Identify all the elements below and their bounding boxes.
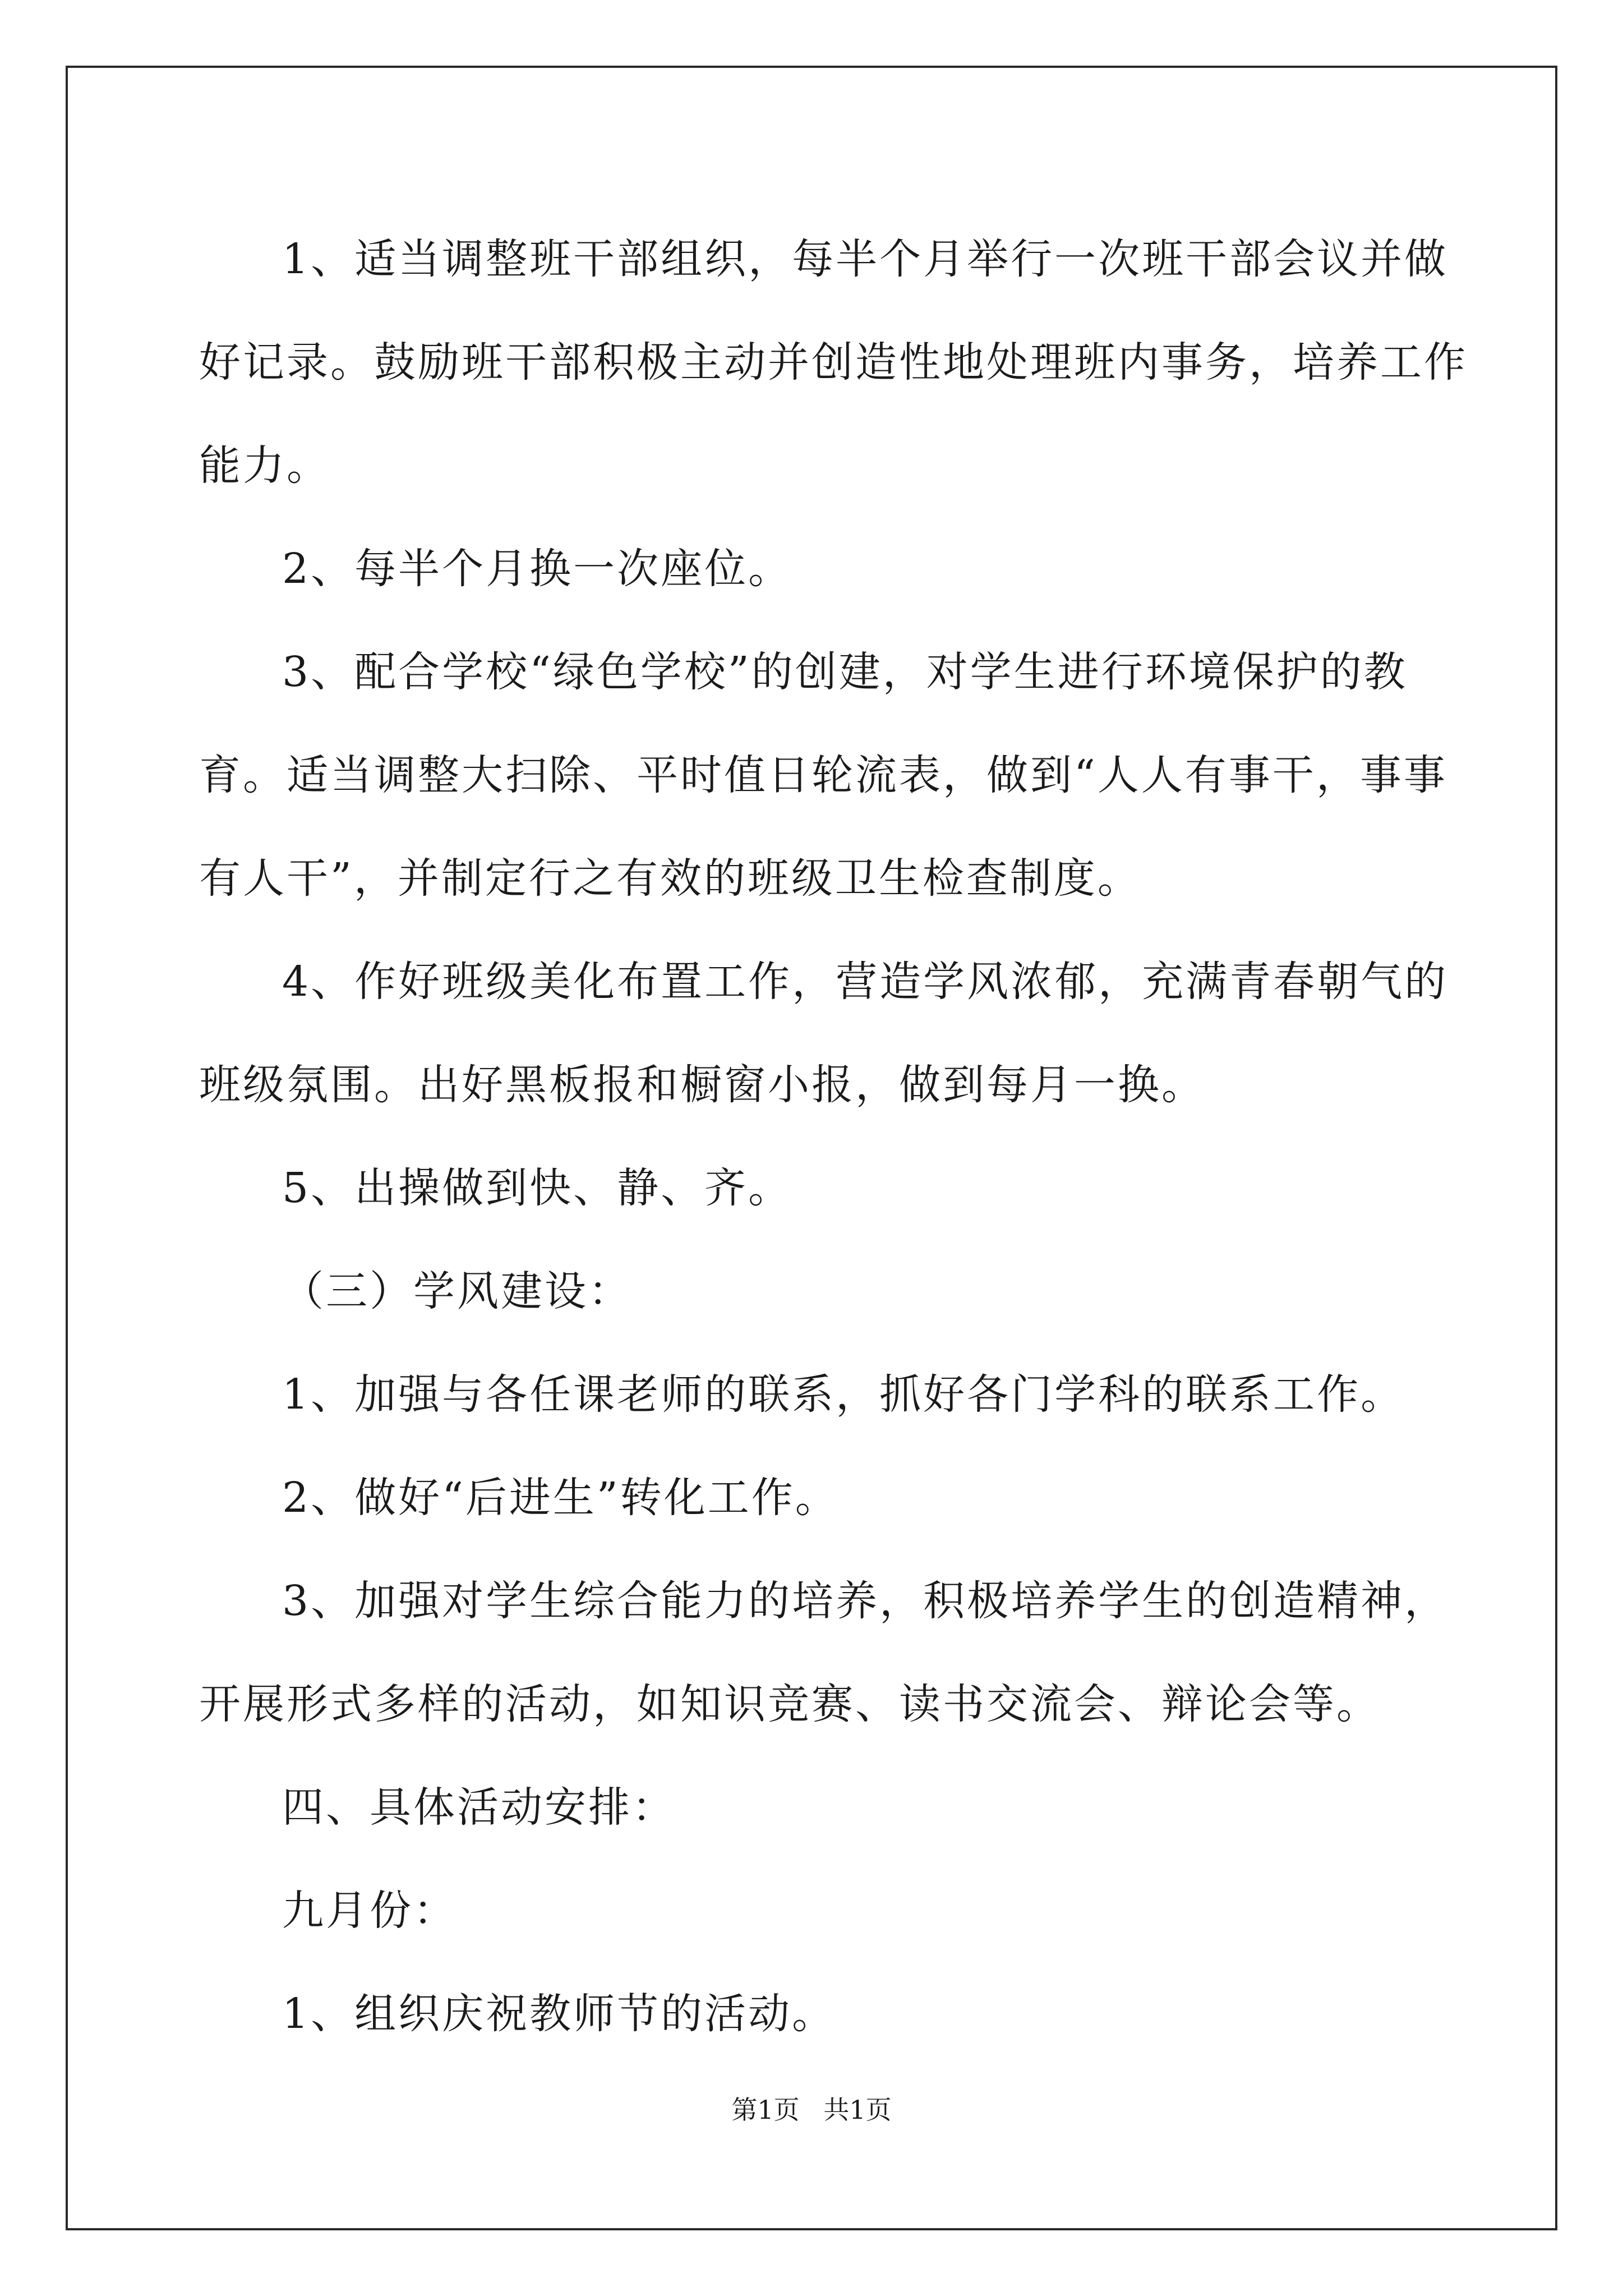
document-body xyxy=(199,208,1478,2065)
paragraph: 1、组织庆祝教师节的活动。 xyxy=(282,1990,836,2038)
paragraph: 2、做好“后进生”转化工作。 xyxy=(282,1474,839,1522)
paragraph: 1、适当调整班干部组织，每半个月举行一次班干部会议并做好记录。鼓励班干部积极主动并创造性地处理班内事务，培养工作能力。 xyxy=(199,235,1468,490)
paragraph: 5、出操做到快、静、齐。 xyxy=(282,1164,792,1212)
paragraph: 2、每半个月换一次座位。 xyxy=(282,545,792,593)
paragraph: 4、作好班级美化布置工作，营造学风浓郁，充满青春朝气的班级氛围。出好黑板报和橱窗小报，做到每月一换。 xyxy=(199,958,1449,1109)
paragraph: 1、加强与各任课老师的联系，抓好各门学科的联系工作。 xyxy=(282,1370,1405,1419)
paragraph: 3、配合学校“绿色学校”的创建，对学生进行环境保护的教育。适当调整大扫除、平时值日轮流表，做到“人人有事干，事事有人干”，并制定行之有效的班级卫生检查制度。 xyxy=(199,648,1447,903)
section-heading: 四、具体活动安排： xyxy=(282,1783,676,1832)
section-heading: （三）学风建设： xyxy=(282,1267,632,1315)
page-footer xyxy=(0,2090,1623,2127)
paragraph: 3、加强对学生综合能力的培养，积极培养学生的创造精神，开展形式多样的活动，如知识竞赛、读书交流会、辩论会等。 xyxy=(199,1577,1449,1728)
month-heading: 九月份： xyxy=(282,1887,457,1935)
current-page-label: 第1页 xyxy=(731,2095,800,2125)
total-pages-label: 共1页 xyxy=(823,2095,892,2125)
